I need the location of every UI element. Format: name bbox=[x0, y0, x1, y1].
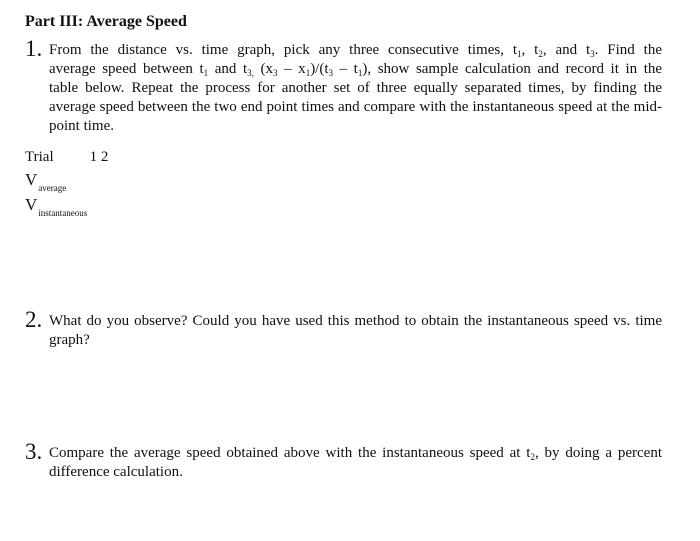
q1-l2-sub-2: 3, bbox=[247, 68, 254, 78]
q1-l2-sub-4: 1 bbox=[305, 68, 311, 78]
q1-l2-part-d: – x bbox=[277, 61, 306, 77]
section-heading: Part III: Average Speed bbox=[25, 13, 187, 30]
trial-label: Trial bbox=[25, 149, 54, 165]
q1-l2-sub-5: 3 bbox=[328, 68, 334, 78]
v-instantaneous-subscript: instantaneous bbox=[38, 208, 88, 218]
question-1-line-1 bbox=[49, 41, 662, 60]
trial-numbers: 1 2 bbox=[89, 149, 109, 165]
question-1-line-2 bbox=[49, 60, 662, 79]
v-average-symbol: V bbox=[25, 170, 38, 189]
q1-l1-sub-2: 2 bbox=[538, 49, 543, 59]
question-1-text bbox=[49, 41, 662, 136]
trial-row bbox=[25, 148, 108, 167]
q1-l1-part-b: , t bbox=[521, 42, 539, 58]
question-3-number: 3. bbox=[25, 439, 43, 464]
v-instantaneous-row bbox=[25, 195, 87, 223]
question-2-text: What do you observe? Could you have used this method to obtain the instantaneous speed vs. time graph? bbox=[49, 313, 662, 348]
q1-l1-part-c: , and t bbox=[542, 42, 591, 58]
question-3-text bbox=[49, 444, 662, 482]
q1-l2-sub-3: 3 bbox=[273, 68, 278, 78]
q1-l2-part-f: – t bbox=[333, 61, 358, 77]
question-1-rest: table below. Repeat the process for another set of three equally separated times, by finding the average speed between the two end point times and compare with the instantaneous speed at the mid-point time. bbox=[49, 80, 662, 134]
q1-l2-sub-1: 1 bbox=[203, 68, 209, 78]
q1-l1-sub-1: 1 bbox=[517, 49, 522, 59]
question-2-number: 2. bbox=[25, 307, 43, 332]
q1-l2-part-a: average speed between t bbox=[49, 61, 204, 77]
q1-l2-part-c: (x bbox=[253, 61, 274, 77]
q1-l2-sub-6: 1 bbox=[357, 68, 363, 78]
q1-l2-part-b: and t bbox=[208, 61, 248, 77]
question-1-number: 1. bbox=[25, 36, 43, 61]
q1-l2-part-e: )/(t bbox=[310, 61, 329, 77]
q3-sub: 2 bbox=[530, 452, 535, 462]
q3-part-a: Compare the average speed obtained above with the instantaneous speed at t bbox=[49, 445, 531, 461]
v-average-row bbox=[25, 170, 66, 198]
q1-l1-sub-3: 3 bbox=[590, 49, 595, 59]
q1-l1-part-a: From the distance vs. time graph, pick any three consecutive times, t bbox=[49, 42, 517, 58]
q3-part-b: , by doing a percent difference calculation. bbox=[49, 445, 662, 480]
q1-l2-part-g: ), show sample calculation and record it in the bbox=[362, 61, 663, 77]
v-average-subscript: average bbox=[38, 183, 67, 193]
v-instantaneous-symbol: V bbox=[25, 195, 38, 214]
q1-l1-part-d: . Find the bbox=[594, 42, 663, 58]
